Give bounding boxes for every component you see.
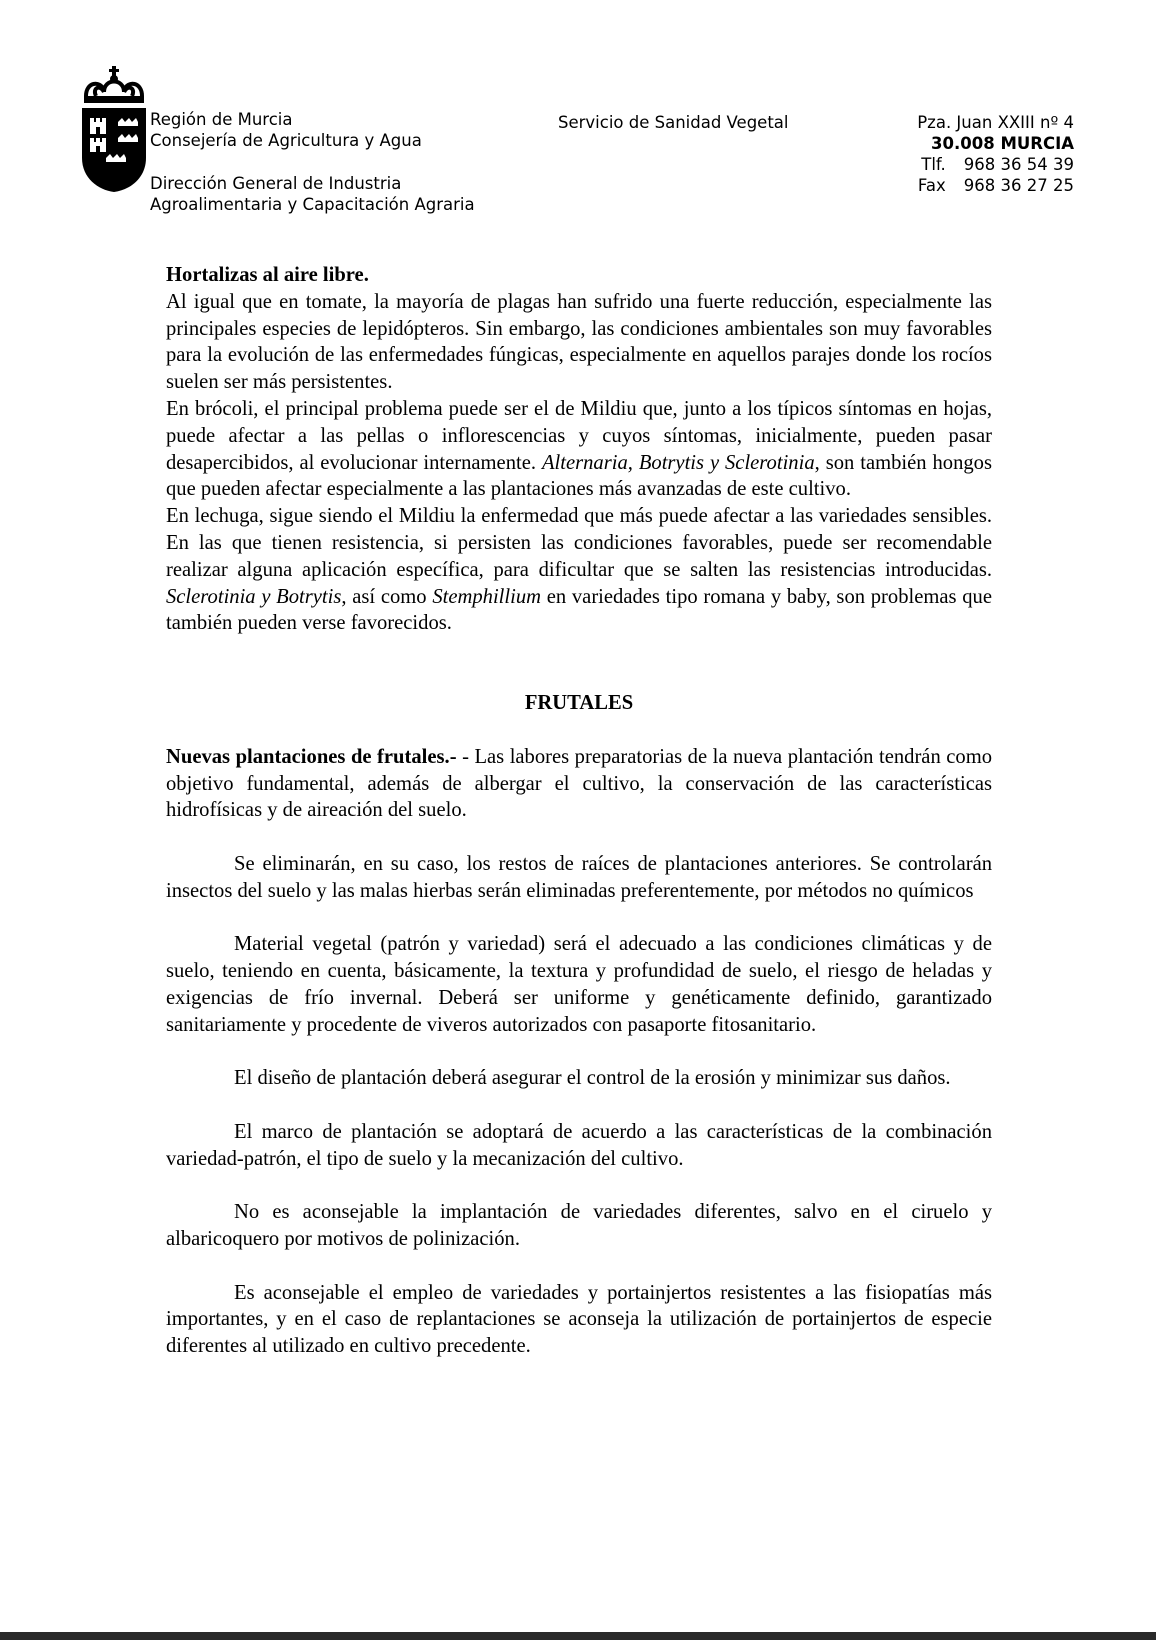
paragraph-frutales-2: Se eliminarán, en su caso, los restos de raíces de plantaciones anteriores. Se controlarán insectos del suelo y las malas hierbas serán eliminadas preferentemente, por métodos no químicos (166, 852, 992, 902)
directorate-line2: Agroalimentaria y Capacitación Agraria (150, 195, 475, 214)
phone-label: Tlf. (921, 155, 946, 174)
text-run: - Las labores preparatorias de la nueva plantación tendrán como objetivo fundamental, además de albergar el cultivo, la conservación de las características hidrofísicas y de aireación del suelo. (166, 745, 993, 822)
address-street: Pza. Juan XXIII nº 4 (917, 113, 1074, 132)
paragraph-frutales-6: No es aconsejable la implantación de variedades diferentes, salvo en el ciruelo y albaricoquero por motivos de polinización. (166, 1201, 992, 1251)
region-crest-logo (82, 66, 146, 192)
org-region: Región de Murcia (150, 110, 293, 129)
text-run: En lechuga, sigue siendo el Mildiu la enfermedad que más puede afectar a las variedades sensibles. En las que tienen resistencia, si persisten las condiciones favorables, puede ser recomendable realizar alguna aplicación específica, para dificultar que se salten las resistencias introducidas. (166, 505, 992, 581)
italic-run: Sclerotinia y Botrytis (166, 585, 342, 608)
phone-line (917, 154, 1074, 175)
bold-run: Nuevas plantaciones de frutales.- (166, 745, 457, 768)
paragraph-frutales-7: Es aconsejable el empleo de variedades y portainjertos resistentes a las fisiopatías más importantes, y en el caso de replantaciones se aconseja la utilización de portainjertos de especie diferentes al utilizado en cultivo precedente. (166, 1281, 992, 1358)
fax-number: 968 36 27 25 (963, 176, 1074, 195)
italic-run: Alternaria, Botrytis y Sclerotinia (541, 451, 815, 474)
paragraph-hortalizas-1: Al igual que en tomate, la mayoría de plagas han sufrido una fuerte reducción, especialmente las principales especies de lepidópteros. Sin embargo, las condiciones ambientales son muy favorables para la evolución de las enfermedades fúngicas, especialmente en aquellos parajes donde los rocíos suelen ser más persistentes. (166, 290, 992, 394)
paragraph-hortalizas-2 (166, 396, 992, 503)
text-run: en variedades tipo romana y baby, son problemas que también pueden verse favorecidos. (166, 585, 992, 635)
service-name: Servicio de Sanidad Vegetal (558, 113, 789, 132)
paragraph-hortalizas-3 (166, 503, 992, 637)
address-city: 30.008 MURCIA (931, 134, 1074, 153)
organization-block (150, 109, 422, 151)
directorate-block (150, 173, 475, 215)
document-body (166, 262, 992, 1360)
paragraph-frutales-3: Material vegetal (patrón y variedad) será el adecuado a las condiciones climáticas y de suelo, teniendo en cuenta, básicamente, la textura y profundidad de suelo, el riesgo de heladas y exigencias de frío invernal. Deberá ser uniforme y genéticamente definido, garantizado sanitariamente y procedente de viveros autorizados con pasaporte fitosanitario. (166, 933, 992, 1036)
phone-number: 968 36 54 39 (963, 155, 1074, 174)
fax-label: Fax (917, 176, 946, 195)
section-heading-hortalizas: Hortalizas al aire libre. (166, 264, 369, 286)
directorate-line1: Dirección General de Industria (150, 174, 402, 193)
page-bottom-edge (0, 1632, 1156, 1640)
paragraph-frutales-1 (166, 744, 992, 824)
text-run: , son también hongos que pueden afectar especialmente a las plantaciones más avanzadas de este cultivo. (166, 451, 992, 501)
letterhead (0, 0, 1156, 230)
section-heading-frutales: FRUTALES (524, 692, 634, 715)
italic-run: Stemphillium (432, 585, 542, 608)
fax-line (917, 175, 1074, 196)
text-run: , así como (341, 585, 433, 608)
address-block (917, 112, 1074, 196)
paragraph-frutales-4: El diseño de plantación deberá asegurar el control de la erosión y minimizar sus daños. (234, 1067, 951, 1090)
text-run: En brócoli, el principal problema puede ser el de Mildiu que, junto a los típicos síntomas en hojas, puede afectar a las pellas o inflorescencias y cuyos síntomas, inicialmente, pueden pasar desapercibidos, al evolucionar internamente. (166, 397, 992, 474)
org-department: Consejería de Agricultura y Agua (150, 131, 422, 150)
paragraph-frutales-5: El marco de plantación se adoptará de acuerdo a las características de la combinación variedad-patrón, el tipo de suelo y la mecanización del cultivo. (166, 1120, 992, 1170)
